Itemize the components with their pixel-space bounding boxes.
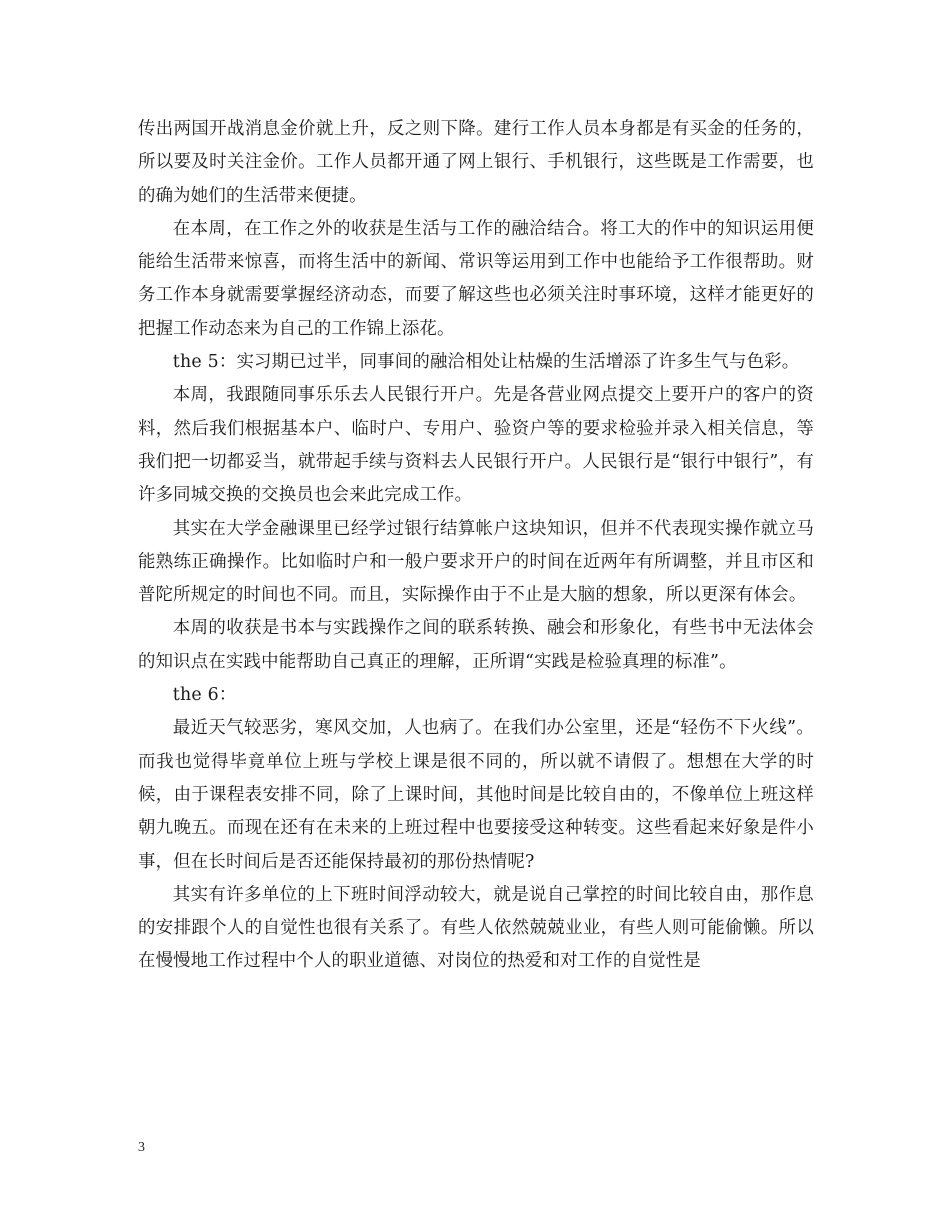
paragraph-week-5-heading: the 5：实习期已过半，同事间的融洽相处让枯燥的生活增添了许多生气与色彩。 — [172, 352, 800, 373]
paragraph-week-6-heading: the 6： — [172, 685, 237, 706]
paragraph-week-5-takeaway: 本周的收获是书本与实践操作之间的联系转换、融会和形象化，有些书中无法体会的知识点在实践中能帮助自己真正的理解，正所谓“实践是检验真理的标准”。 — [138, 618, 814, 672]
paragraph-pboc-account-opening: 本周，我跟随同事乐乐去人民银行开户。先是各营业网点提交上要开户的客户的资料，然后我们根据基本户、临时户、专用户、验资户等的要求检验并录入相关信息，等我们把一切都妥当，就带起手续与资料去人民银行开户。人民银行是“银行中银行”，有许多同城交换的交换员也会来此完成工作。 — [138, 385, 814, 506]
paragraph-life-work-balance: 在本周，在工作之外的收获是生活与工作的融洽结合。将工大的作中的知识运用便能给生活带来惊喜，而将生活中的新闻、常识等运用到工作中也能给予工作很帮助。财务工作本身就需要掌握经济动态，而要了解这些也必须关注时事环境，这样才能更好的把握工作动态来为自己的工作锦上添花。 — [138, 218, 814, 339]
paragraph-account-knowledge: 其实在大学金融课里已经学过银行结算帐户这块知识，但并不代表现实操作就立马能熟练正确操作。比如临时户和一般户要求开户的时间在近两年有所调整，并且市区和普陀所规定的时间也不同。而且，实际操作由于不止是大脑的想象，所以更深有体会。 — [138, 518, 814, 606]
paragraph-weather-work: 最近天气较恶劣，寒风交加，人也病了。在我们办公室里，还是“轻伤不下火线”。而我也觉得毕竟单位上班与学校上课是很不同的，所以就不请假了。想想在大学的时候，由于课程表安排不同，除了上课时间，其他时间是比较自由的，不像单位上班这样朝九晚五。而现在还有在未来的上班过程中也要接受这种转变。这些看起来好象是件小事，但在长时间后是否还能保持最初的那份热情呢? — [138, 718, 814, 872]
page-number: 3 — [138, 1140, 145, 1155]
paragraph-work-hours: 其实有许多单位的上下班时间浮动较大，就是说自己掌控的时间比较自由，那作息的安排跟个人的自觉性也很有关系了。有些人依然兢兢业业，有些人则可能偷懒。所以在慢慢地工作过程中个人的职业道德、对岗位的热爱和对工作的自觉性是 — [138, 884, 814, 972]
paragraph-gold-price: 传出两国开战消息金价就上升，反之则下降。建行工作人员本身都是有买金的任务的，所以要及时关注金价。工作人员都开通了网上银行、手机银行，这些既是工作需要，也的确为她们的生活带来便捷。 — [138, 119, 814, 206]
document-body — [138, 113, 814, 979]
